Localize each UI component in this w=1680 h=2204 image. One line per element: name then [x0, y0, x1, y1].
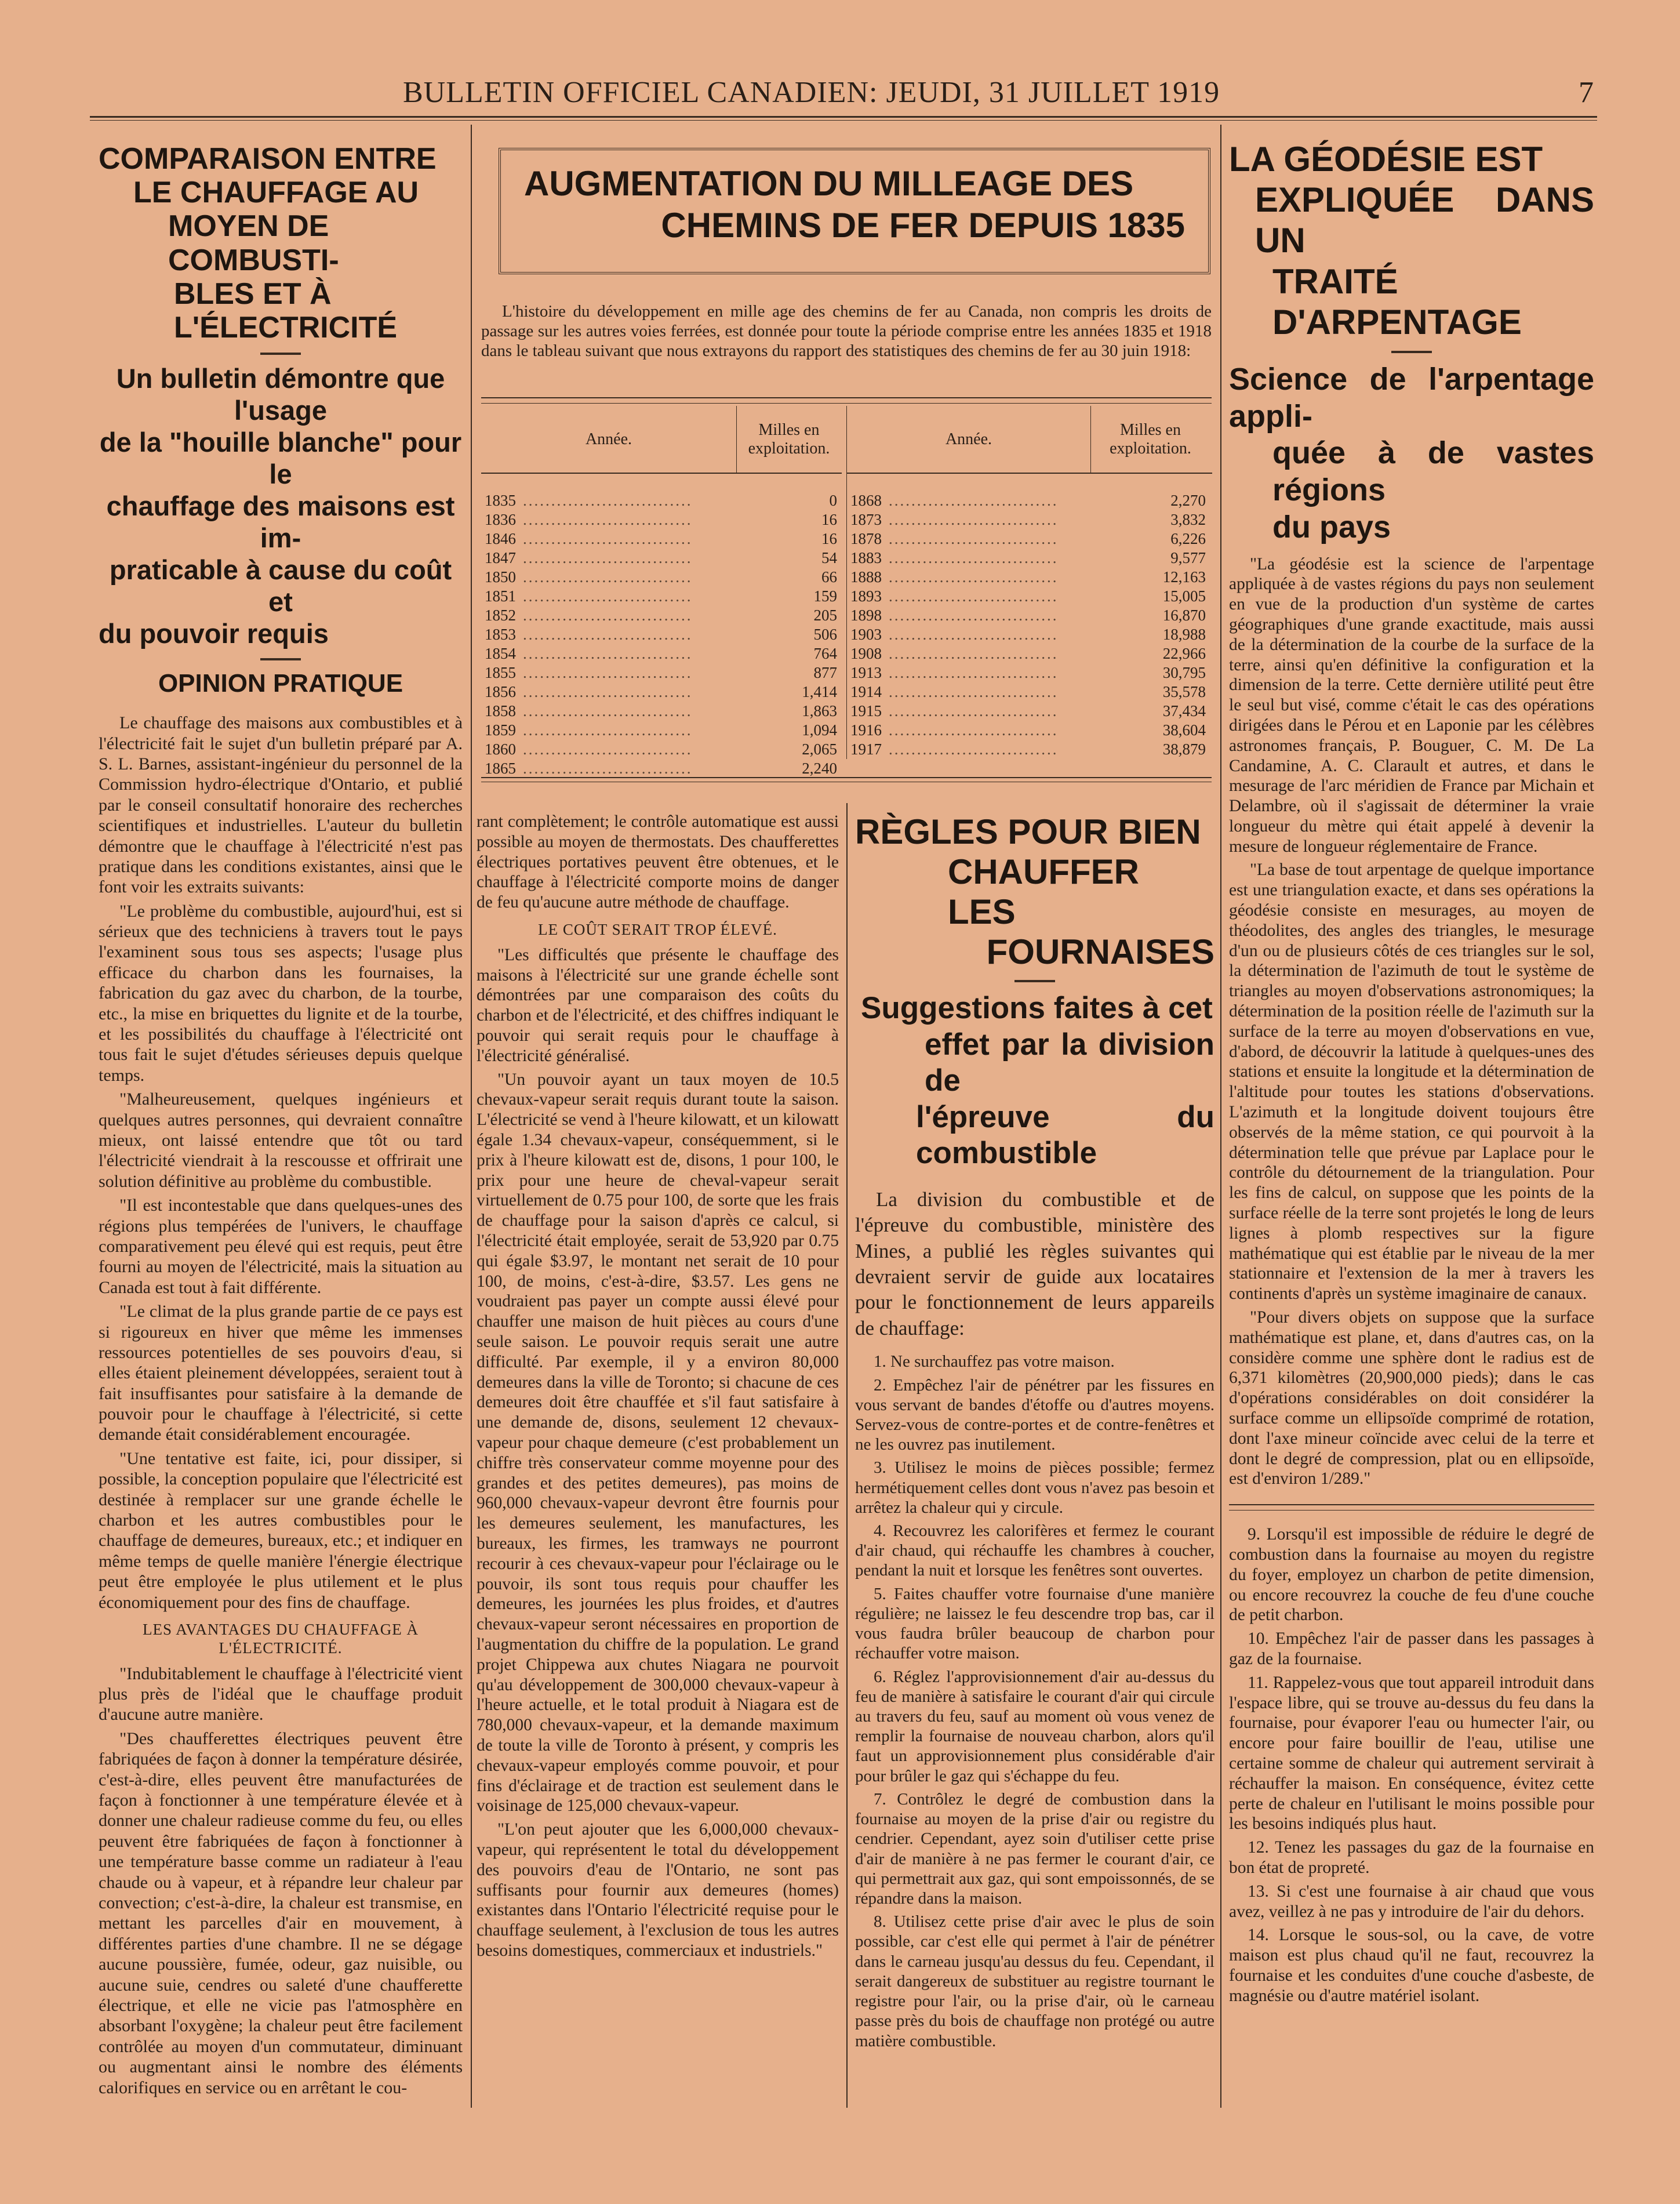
table-header	[481, 406, 842, 474]
year-cell: 1852	[485, 607, 516, 624]
miles-cell: 1,863	[802, 702, 837, 720]
year-cell: 1898	[850, 607, 882, 624]
geodesy-article	[1229, 139, 1594, 2010]
left-section-title: OPINION PRATIQUE	[158, 669, 403, 698]
railway-intro	[481, 302, 1212, 365]
furnace-rules	[855, 1352, 1214, 2050]
leader-dots: ..............................	[889, 626, 1059, 643]
table-row	[481, 682, 841, 702]
paragraph: "Les difficultés que présente le chauffage des maisons à l'électricité sur une grande échelle sont démontrées par une comparaison des coûts du charbon et de l'électricité, et des chiffres indiquant le pouvoir qui serait requis pour le chauffage à l'électricité généralisé.	[477, 945, 839, 1065]
year-cell: 1865	[485, 760, 516, 777]
furnace-headline-line: FOURNAISES	[986, 932, 1214, 971]
leader-dots: ..............................	[523, 568, 693, 586]
year-cell: 1853	[485, 626, 516, 643]
year-cell: 1916	[850, 721, 882, 739]
miles-cell: 22,966	[1162, 645, 1206, 662]
year-cell: 1850	[485, 568, 516, 586]
miles-cell: 16	[821, 530, 837, 547]
leader-dots: ..............................	[523, 645, 693, 662]
leader-dots: ..............................	[523, 607, 693, 624]
miles-cell: 6,226	[1170, 530, 1206, 547]
left-subhead-line: praticable à cause du coût et	[109, 554, 452, 618]
leader-dots: ..............................	[523, 702, 693, 720]
railway-headline-line: CHEMINS DE FER DEPUIS 1835	[661, 206, 1185, 245]
miles-cell: 2,065	[802, 740, 837, 758]
table-bottom-rule	[481, 777, 1212, 778]
furnace-subhead-line: Suggestions faites à cet	[861, 991, 1213, 1025]
table-top-rule-thin	[481, 403, 1212, 404]
left-subhead	[99, 363, 463, 650]
leader-dots: ..............................	[889, 664, 1059, 681]
table-row	[481, 663, 841, 682]
table-row	[847, 625, 1209, 644]
year-cell: 1835	[485, 492, 516, 509]
miles-cell: 18,988	[1162, 626, 1206, 643]
divider	[1391, 351, 1432, 353]
geodesy-subhead-line: du pays	[1272, 509, 1391, 544]
left-headline-line: COMPARAISON ENTRE	[99, 142, 437, 176]
left-section2-title: LES AVANTAGES DU CHAUFFAGE À L'ÉLECTRICITÉ.	[143, 1620, 419, 1657]
col-miles-header: Milles en exploitation.	[748, 420, 830, 457]
rule-item: 3. Utilisez le moins de pièces possible; fermez hermétiquement celles dont vous n'avez pas besoin et arrêtez la chaleur qui y circule.	[855, 1458, 1214, 1517]
miles-cell: 12,163	[1162, 568, 1206, 586]
table-top-rule	[481, 397, 1212, 398]
rule-item: 1. Ne surchauffez pas votre maison.	[874, 1352, 1115, 1371]
miles-cell: 159	[813, 587, 837, 605]
year-cell: 1836	[485, 511, 516, 528]
rule-item: 12. Tenez les passages du gaz de la fournaise en bon état de propreté.	[1229, 1838, 1594, 1877]
year-cell: 1856	[485, 683, 516, 700]
table-row	[481, 606, 841, 625]
table-row	[847, 644, 1209, 663]
rule-item: 11. Rappelez-vous que tout appareil introduit dans l'espace libre, qui se trouve au-dessus du feu dans la fournaise, pour évaporer l'eau ou humecter l'air, ou encore pour faire bouillir de l'eau, utilise une certaine somme de chaleur qui autrement servirait à réchauffer la maison. En conséquence, évitez cette perte de chaleur en l'utilisant le moins possible pour les besoins indiqués plus haut.	[1229, 1673, 1594, 1833]
table-row	[847, 510, 1209, 529]
miles-cell: 2,270	[1170, 492, 1206, 509]
miles-cell: 15,005	[1162, 587, 1206, 605]
rule-item: 2. Empêchez l'air de pénétrer par les fissures en vous servant de bandes d'étoffe ou d'autres moyens. Servez-vous de contre-portes et de contre-fenêtres et ne les ouvrez pas inutilement.	[855, 1375, 1214, 1454]
paragraph: "Il est incontestable que dans quelques-unes des régions plus tempérées de l'univers, le chauffage comparativement peu élevé qui est requis, peut être fourni au moyen de l'électricité, mais la situation au Canada est tout à fait différente.	[99, 1196, 463, 1297]
year-cell: 1860	[485, 740, 516, 758]
table-left-rows	[481, 491, 841, 778]
geodesy-headline-line: EXPLIQUÉE DANS UN	[1255, 180, 1594, 260]
leader-dots: ..............................	[889, 511, 1059, 528]
header-rule	[90, 116, 1597, 118]
geodesy-headline-line: TRAITÉ D'ARPENTAGE	[1272, 262, 1522, 342]
col-year-header: Année.	[847, 406, 1091, 473]
year-cell: 1868	[850, 492, 882, 509]
table-row	[847, 663, 1209, 682]
col-miles-header: Milles en exploitation.	[1110, 420, 1191, 457]
miles-cell: 205	[813, 607, 837, 624]
left-headline	[99, 142, 463, 344]
geodesy-subhead	[1229, 361, 1594, 546]
section-rule	[1229, 1504, 1594, 1505]
furnace-subhead-line: effet par la division de	[925, 1027, 1214, 1098]
section-rule-thin	[1229, 1510, 1594, 1511]
left-subhead-line: chauffage des maisons est im-	[106, 491, 455, 554]
rule-item: 6. Réglez l'approvisionnement d'air au-dessus du feu de manière à satisfaire le courant d'air qui circule au travers du feu, sauf au moment où vous venez de remplir la fournaise de nouveau charbon, alors qu'il faut un approvisionnement plus considérable d'air pour brûler le gaz qui s'échappe du feu.	[855, 1667, 1214, 1785]
table-row	[847, 606, 1209, 625]
rule-item: 7. Contrôlez le degré de combustion dans la fournaise au moyen de la prise d'air ou registre du cendrier. Cependant, ayez soin d'utiliser cette prise d'air de manière à ne pas fermer le courant d'air, ce qui permettrait aux gaz, qui sont empoissonnés, de se répandre dans la maison.	[855, 1789, 1214, 1908]
paragraph: La division du combustible et de l'épreuve du combustible, ministère des Mines, a publié les règles suivantes qui devraient servir de guide aux locataires pour le fonctionnement de leurs appareils de chauffage:	[855, 1188, 1214, 1339]
furnace-rules-continued	[1229, 1524, 1594, 2006]
furnace-subhead-line: l'épreuve du combustible	[916, 1099, 1214, 1171]
year-cell: 1888	[850, 568, 882, 586]
geodesy-subhead-line: Science de l'arpentage appli-	[1229, 361, 1594, 434]
railway-headline-line: AUGMENTATION DU MILLEAGE DES	[524, 164, 1134, 203]
cost-article	[477, 812, 839, 1965]
table-row	[481, 549, 841, 568]
table-right-rows	[847, 491, 1209, 759]
miles-cell: 506	[813, 626, 837, 643]
year-cell: 1873	[850, 511, 882, 528]
year-cell: 1858	[485, 702, 516, 720]
geodesy-subhead-line: quée à de vastes régions	[1272, 435, 1594, 508]
table-row	[481, 510, 841, 529]
miles-cell: 1,414	[802, 683, 837, 700]
paragraph: "L'on peut ajouter que les 6,000,000 chevaux-vapeur, qui représentent le total du développement des pouvoirs d'eau de l'Ontario, ne sont pas suffisants pour fournir aux demeures (homes) existantes dans l'Ontario l'électricité requise pour le chauffage seulement, à l'exclusion de tous les autres besoins domestiques, commerciaux et industriels."	[477, 1820, 839, 1960]
leader-dots: ..............................	[523, 587, 693, 605]
table-row	[847, 568, 1209, 587]
miles-cell: 30,795	[1162, 664, 1206, 681]
furnace-headline-line: CHAUFFER LES	[948, 852, 1139, 931]
cost-section-title: LE COÛT SERAIT TROP ÉLEVÉ.	[538, 920, 777, 938]
paragraph: "Indubitablement le chauffage à l'électricité vient plus près de l'idéal que le chauffage produit d'aucune autre manière.	[99, 1664, 463, 1724]
year-cell: 1855	[485, 664, 516, 681]
rule-item: 5. Faites chauffer votre fournaise d'une manière régulière; ne laissez le feu descendre trop bas, car il vous faudra brûler beaucoup de charbon pour réchauffer votre maison.	[855, 1584, 1214, 1663]
column-rule-2	[1220, 125, 1221, 2108]
miles-cell: 38,879	[1162, 740, 1206, 758]
year-cell: 1854	[485, 645, 516, 662]
table-row	[481, 702, 841, 721]
left-article	[99, 142, 463, 2101]
rule-item: 14. Lorsque le sous-sol, ou la cave, de votre maison est plus chaud qu'il ne faut, recouvrez la fournaise et les conduites d'une couche d'asbeste, de magnésie ou d'autre matériel isolant.	[1229, 1926, 1594, 2005]
table-row	[481, 759, 841, 778]
miles-cell: 54	[821, 549, 837, 567]
leader-dots: ..............................	[889, 587, 1059, 605]
year-cell: 1893	[850, 587, 882, 605]
table-row	[847, 587, 1209, 606]
table-row	[481, 568, 841, 587]
column-rule-1	[471, 125, 472, 2108]
leader-dots: ..............................	[889, 645, 1059, 662]
paragraph: "La géodésie est la science de l'arpentage appliquée à de vastes régions du pays non seulement en vue de la production d'un système de cartes géographiques d'une grande exactitude, mais aussi de la détermination de la courbe de la surface de la terre, ainsi qu'en définitive la configuration et la dimension de la terre. Cette dernière utilité peut être le seul but visé, comme c'était le cas des opérations dirigées dans le Pérou et en Laponie par les célèbres astronomes français, P. Bouguer, C. M. De La Candamine, A. C. Clarault et autres, et dans le mesurage de l'arc méridien de France par Michain et Delambre, où il s'agissait de déterminer la vraie longueur du mètre qui était appelé à devenir la mesure de longueur réglementaire de France.	[1229, 554, 1594, 856]
year-cell: 1847	[485, 549, 516, 567]
paragraph: "Pour divers objets on suppose que la surface mathématique est plane, et, dans d'autres cas, on la considère comme une sphère dont le radius est de 6,371 kilomètres (20,900,000 pieds); dans le cas d'opérations considérables on doit considérer la surface comme un ellipsoïde comprimé de rotation, dont l'axe mineur coïncide avec celui de la terre et dont le degré de compression, plat ou en ellipsoïde, est d'environ 1/289."	[1229, 1308, 1594, 1488]
leader-dots: ..............................	[523, 740, 693, 758]
paragraph: "Le climat de la plus grande partie de ce pays est si rigoureux en hiver que même les immenses ressources potentielles de ses pouvoirs d'eau, si elles étaient pleinement développées, seraient tout à fait insuffisantes pour satisfaire à la demande de pouvoir pour le chauffage à l'électricité, si cette demande était considérablement encouragée.	[99, 1302, 463, 1444]
rule-item: 8. Utilisez cette prise d'air avec le plus de soin possible, car c'est elle qui permet à l'air de pénétrer dans le carneau jusqu'au dessus du feu. Cependant, il serait dangereux de substituer au registre tournant le registre pour l'air, ou la prise d'air, où le carneau passe près du bois de chauffage non protégé ou autre matière combustible.	[855, 1912, 1214, 2050]
rule-item: 9. Lorsqu'il est impossible de réduire le degré de combustion dans la fournaise au moyen du registre du foyer, employez un charbon de petite dimension, ou encore recouvrez la couche de feu d'une couche de petit charbon.	[1229, 1525, 1594, 1625]
year-cell: 1908	[850, 645, 882, 662]
leader-dots: ..............................	[523, 721, 693, 739]
col-year-header: Année.	[481, 406, 737, 473]
table-left-half	[481, 406, 842, 778]
paragraph: "Des chaufferettes électriques peuvent être fabriquées de façon à donner la température désirée, c'est-à-dire, elles peuvent être manufacturées de façon à fonctionner à une température élevée et à donner une chaleur radieuse comme du feu, ou elles peuvent être fabriquées de façon à fonctionner à une température basse comme un radiateur à l'eau chaude ou à vapeur, et à répandre leur chaleur par convection; c'est-à-dire, la chaleur est transmise, en mettant les parcelles d'air en mouvement, à différentes parties d'une chambre. Il ne se dégage aucune poussière, fumée, odeur, gaz nuisible, ou aucune suie, cendres ou saleté d'une chaufferette électrique, et elle ne vicie pas l'atmosphère en absorbant l'oxygène; la chaleur peut être facilement contrôlée au moyen d'un commutateur, diminuant ou augmentant ainsi le nombre des éléments calorifiques en service ou en arrêtant le cou-	[99, 1729, 463, 2097]
year-cell: 1915	[850, 702, 882, 720]
miles-cell: 35,578	[1162, 683, 1206, 700]
leader-dots: ..............................	[889, 530, 1059, 547]
leader-dots: ..............................	[889, 607, 1059, 624]
miles-cell: 16	[821, 511, 837, 528]
table-row	[481, 740, 841, 759]
year-cell: 1846	[485, 530, 516, 547]
table-row	[481, 644, 841, 663]
leader-dots: ..............................	[523, 626, 693, 643]
railway-headline	[501, 150, 1208, 259]
year-cell: 1878	[850, 530, 882, 547]
leader-dots: ..............................	[523, 530, 693, 547]
railway-headline-box	[499, 148, 1210, 274]
miles-cell: 877	[813, 664, 837, 681]
miles-cell: 9,577	[1170, 549, 1206, 567]
miles-cell: 3,832	[1170, 511, 1206, 528]
table-row	[847, 549, 1209, 568]
page-number: 7	[1579, 76, 1594, 109]
table-row	[847, 721, 1209, 740]
divider	[1014, 980, 1055, 982]
divider	[260, 658, 301, 660]
leader-dots: ..............................	[889, 740, 1059, 758]
year-cell: 1859	[485, 721, 516, 739]
leader-dots: ..............................	[523, 683, 693, 700]
table-row	[481, 625, 841, 644]
rule-item: 10. Empêchez l'air de passer dans les passages à gaz de la fournaise.	[1229, 1629, 1594, 1668]
table-row	[847, 491, 1209, 510]
table-row	[481, 491, 841, 510]
miles-cell: 38,604	[1162, 721, 1206, 739]
miles-cell: 764	[813, 645, 837, 662]
leader-dots: ..............................	[523, 492, 693, 509]
table-row	[847, 529, 1209, 549]
year-cell: 1917	[850, 740, 882, 758]
table-row	[847, 682, 1209, 702]
left-subhead-line: du pouvoir requis	[99, 618, 329, 649]
leader-dots: ..............................	[889, 702, 1059, 720]
miles-cell: 0	[829, 492, 837, 509]
leader-dots: ..............................	[889, 721, 1059, 739]
year-cell: 1851	[485, 587, 516, 605]
paragraph: "Une tentative est faite, ici, pour dissiper, si possible, la conception populaire que l'électricité est destinée à remplacer sur une grande échelle le charbon et les autres combustibles pour le chauffage de demeures, bureaux, etc.; et indiquer en même temps de quelle manière l'énergie électrique peut être employée le plus utilement et le plus économiquement pour des fins de chauffage.	[99, 1448, 463, 1612]
paragraph: rant complètement; le contrôle automatique est aussi possible au moyen de thermostats. Des chaufferettes électriques portatives peuvent être obtenues, et le chauffage à l'électricité comporte moins de danger de feu qu'aucune autre méthode de chauffage.	[477, 812, 839, 912]
table-row	[481, 529, 841, 549]
miles-cell: 66	[821, 568, 837, 586]
table-row	[481, 587, 841, 606]
left-subhead-line: Un bulletin démontre que l'usage	[116, 363, 445, 426]
header-rule-thin	[90, 120, 1597, 121]
furnace-article	[855, 812, 1214, 2054]
table-header	[847, 406, 1212, 474]
leader-dots: ..............................	[523, 760, 693, 777]
left-headline-line: BLES ET À L'ÉLECTRICITÉ	[174, 277, 398, 345]
paragraph: L'histoire du développement en mille age des chemins de fer au Canada, non compris les droits de passage sur les autres voies ferrées, est donnée pour toute la période comprise entre les années 1835 et 1918 dans le tableau suivant que nous extrayons du rapport des statistiques des chemins de fer au 30 juin 1918:	[481, 302, 1212, 361]
leader-dots: ..............................	[889, 683, 1059, 700]
geodesy-headline-line: LA GÉODÉSIE EST	[1229, 140, 1543, 179]
year-cell: 1913	[850, 664, 882, 681]
table-right-half	[846, 406, 1212, 759]
year-cell: 1903	[850, 626, 882, 643]
miles-cell: 1,094	[802, 721, 837, 739]
paragraph: Le chauffage des maisons aux combustibles et à l'électricité fait le sujet d'un bulletin préparé par A. S. L. Barnes, assistant-ingénieur du personnel de la Commission hydro-électrique d'Ontario, et publié par le conseil consultatif honoraire des recherches scientifiques et industrielles. L'auteur du bulletin démontre que le chauffage à l'électricité n'est pas pratique dans les conditions existantes, ainsi que le font voir les extraits suivants:	[99, 713, 463, 897]
leader-dots: ..............................	[523, 664, 693, 681]
furnace-headline-line: RÈGLES POUR BIEN	[855, 812, 1201, 851]
paragraph: "Le problème du combustible, aujourd'hui, est si sérieux que des techniciens à travers tout le pays l'examinent sous tous ses aspects; l'usage plus efficace du charbon dans les fournaises, la fabrication du gaz avec du charbon, de la tourbe, etc., la mise en briquettes du lignite et de la tourbe, et les possibilités du chauffage à l'électricité ont tous fait le sujet d'études sérieuses depuis quelque temps.	[99, 901, 463, 1085]
rule-item: 13. Si c'est une fournaise à air chaud que vous avez, veillez à ne pas y introduire de l'air du dehors.	[1229, 1882, 1594, 1921]
paragraph: "Malheureusement, quelques ingénieurs et quelques autres personnes, qui devraient connaître mieux, ont laissé entendre que tôt ou tard l'électricité viendrait à la rescousse et offrirait une solution définitive au problème du combustible.	[99, 1090, 463, 1191]
rule-item: 4. Recouvrez les calorifères et fermez le courant d'air chaud, qui réchauffe les chambres à coucher, pendant la nuit et lorsque les fenêtres sont ouvertes.	[855, 1522, 1214, 1580]
paragraph: "La base de tout arpentage de quelque importance est une triangulation exacte, et dans ses opérations la géodésie consiste en mesurages, au moyen de théodolites, des angles des triangles, le mesurage d'un ou de plusieurs côtés de ces triangles sur le sol, la détermination de l'azimuth de tout le système de triangles au moyen d'observations astronomiques; la détermination de la position réelle de l'azimuth sur la surface de la terre au moyen d'observations en vue, d'abord, de découvrir la latitude à quelques-unes des stations et ensuite la longitude et la détermination de l'altitude pour toutes les stations d'observations. L'azimuth et la longitude doivent toujours être observés de la même station, ce qui pourvoit à la détermination telle que prévue par Laplace pour le contrôle du détournement de la triangulation. Pour les fins de calcul, on suppose que les points de la surface réelle de la terre sont projetés le long de leurs lignes à plomb respectives sur la figure mathématique qui est établie par le niveau de la mer stationnaire et l'extension de la mer à travers les continents d'après un système imaginaire de canaux.	[1229, 860, 1594, 1303]
miles-cell: 16,870	[1162, 607, 1206, 624]
leader-dots: ..............................	[889, 492, 1059, 509]
divider	[260, 353, 301, 355]
year-cell: 1914	[850, 683, 882, 700]
left-headline-line: MOYEN DE COMBUSTI-	[168, 209, 339, 277]
leader-dots: ..............................	[523, 511, 693, 528]
furnace-subhead	[855, 990, 1214, 1172]
left-headline-line: LE CHAUFFAGE AU	[133, 176, 419, 210]
newspaper-title: BULLETIN OFFICIEL CANADIEN: JEUDI, 31 JUILLET 1919	[403, 76, 1220, 109]
table-row	[481, 721, 841, 740]
geodesy-headline	[1229, 139, 1594, 343]
furnace-headline	[855, 812, 1214, 972]
year-cell: 1883	[850, 549, 882, 567]
miles-cell: 2,240	[802, 760, 837, 777]
railway-table	[481, 406, 1212, 777]
leader-dots: ..............................	[889, 568, 1059, 586]
leader-dots: ..............................	[523, 549, 693, 567]
table-row	[847, 740, 1209, 759]
table-row	[847, 702, 1209, 721]
column-rule-3	[846, 803, 848, 2108]
left-subhead-line: de la "houille blanche" pour le	[99, 427, 462, 490]
paragraph: "Un pouvoir ayant un taux moyen de 10.5 chevaux-vapeur serait requis durant toute la saison. L'électricité se vend à l'heure kilowatt, et un kilowatt égale 1.34 chevaux-vapeur, conséquemment, si le prix à l'heure kilowatt est de, disons, 1 pour 100, le prix pour une heure de cheval-vapeur serait virtuellement de 0.75 pour 100, de sorte que les frais de chauffage pour la saison d'après ce calcul, si l'électricité était employée, serait de 53,920 par 0.75 qui égale $3.97, le montant net serait de 10 pour 100, de moins, c'est-à-dire, $3.57. Les gens ne voudraient pas payer un compte aussi élevé pour chauffer une maison de huit pièces au cours d'une seule saison. Le pouvoir requis serait une autre difficulté. Par exemple, il y a environ 80,000 demeures dans la ville de Toronto; si chacune de ces demeures doit être chauffée et s'il faut satisfaire à une demande de, disons, seulement 12 chevaux-vapeur pour chaque demeure (c'est probablement un chiffre très conservateur comme moyenne pour des grandes et des petites demeures), pas moins de 960,000 chevaux-vapeur devront être fournis pour les demeures seulement, les manufactures, les bureaux, les firmes, les tramways ne pourront recourir à ces chevaux-vapeur pour l'éclairage ou le pouvoir, ils sont tous requis pour chauffer les demeures, les journées les plus froides, et d'autres chevaux-vapeur seront nécessaires en proportion de l'augmentation du chiffre de la population. Le grand projet Chippewa aux chutes Niagara ne pourvoit qu'au développement de 300,000 chevaux-vapeur à l'heure actuelle, et le total produit à Niagara est de 780,000 chevaux-vapeur, et la demande maximum de toute la ville de Toronto à présent, y compris les chevaux-vapeur employés comme pouvoir, et pour fins d'éclairage et de traction est seulement dans le voisinage de 125,000 chevaux-vapeur.	[477, 1070, 839, 1816]
miles-cell: 37,434	[1162, 702, 1206, 720]
leader-dots: ..............................	[889, 549, 1059, 567]
